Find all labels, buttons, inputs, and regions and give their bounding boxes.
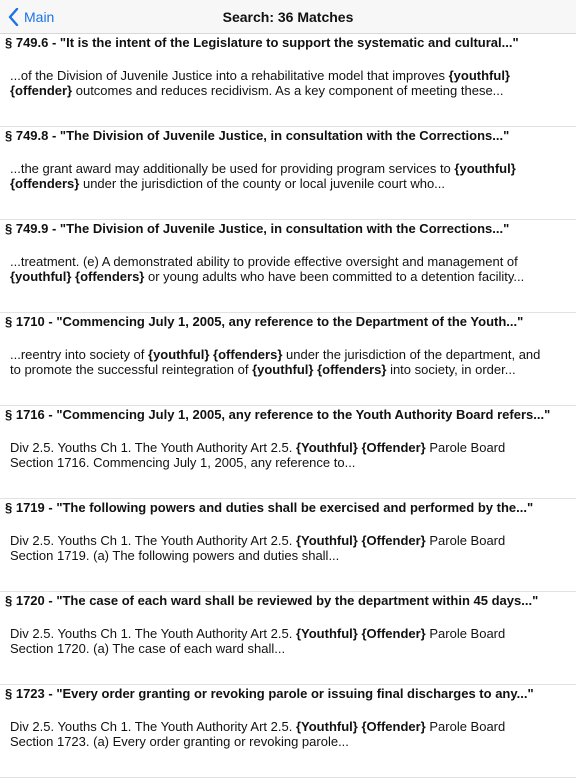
result-section-title: § 1723 - "Every order granting or revoking parole or issuing final discharges to any..." [5,686,534,701]
result-section-title: § 1719 - "The following powers and duties shall be exercised and performed by the..." [5,500,534,515]
result-section-title: § 1720 - "The case of each ward shall be reviewed by the department within 45 days..." [5,593,539,608]
match-highlight: {offender} [10,83,73,98]
match-highlight: {offenders} [10,176,80,191]
match-highlight: {Youthful} [295,719,358,734]
result-section-title: § 1710 - "Commencing July 1, 2005, any reference to the Department of the Youth..." [5,314,524,329]
snippet-text: into society, in order... [386,362,516,377]
snippet-text: Div 2.5. Youths Ch 1. The Youth Authority Art 2.5. [10,719,296,734]
match-highlight: {youthful} [454,161,516,176]
navigation-bar [0,0,576,34]
match-highlight: {youthful} [448,68,510,83]
search-result-item[interactable] [0,220,576,313]
search-result-item[interactable] [0,313,576,406]
match-highlight: {Youthful} [295,626,358,641]
result-snippet [0,153,576,219]
snippet-text: or young adults who have been committed to a detention facility... [144,269,525,284]
result-section-title: § 749.8 - "The Division of Juvenile Justice, in consultation with the Corrections..." [5,128,510,143]
search-result-item[interactable] [0,685,576,778]
snippet-text: under the jurisdiction of the department, and to promote the successful reintegration of [10,347,541,377]
back-button-label: Main [24,8,55,25]
search-result-item[interactable] [0,499,576,592]
snippet-text: Parole Board Section 1723. (a) Every order granting or revoking parole... [10,719,506,749]
match-highlight: {Offender} [361,719,426,734]
result-snippet [0,246,576,312]
result-snippet [0,339,576,405]
match-highlight: {youthful} [148,347,210,362]
result-snippet [0,525,576,591]
search-result-item[interactable] [0,592,576,685]
search-results-list [0,34,576,778]
back-button[interactable] [8,0,54,33]
match-highlight: {Offender} [361,440,426,455]
result-snippet [0,618,576,684]
snippet-text: Div 2.5. Youths Ch 1. The Youth Authority Art 2.5. [10,533,296,548]
snippet-text: Div 2.5. Youths Ch 1. The Youth Authority Art 2.5. [10,440,296,455]
match-highlight: {offenders} [75,269,145,284]
snippet-text: ...treatment. (e) A demonstrated ability to provide effective oversight and management of [10,254,518,269]
chevron-left-icon [8,8,19,26]
match-highlight: {offenders} [317,362,387,377]
match-highlight: {Offender} [361,626,426,641]
search-result-item[interactable] [0,34,576,127]
match-highlight: {Youthful} [295,533,358,548]
snippet-text: Parole Board Section 1720. (a) The case of each ward shall... [10,626,506,656]
result-section-title: § 749.6 - "It is the intent of the Legislature to support the systematic and cultural..." [5,35,519,50]
result-snippet [0,432,576,498]
search-result-item[interactable] [0,406,576,499]
snippet-text: ...reentry into society of [10,347,149,362]
result-section-title: § 749.9 - "The Division of Juvenile Justice, in consultation with the Corrections..." [5,221,510,236]
match-highlight: {offenders} [213,347,283,362]
snippet-text: ...the grant award may additionally be used for providing program services to [10,161,455,176]
page-title: Search: 36 Matches [222,8,354,25]
search-result-item[interactable] [0,127,576,220]
match-highlight: {Youthful} [295,440,358,455]
snippet-text: Div 2.5. Youths Ch 1. The Youth Authority Art 2.5. [10,626,296,641]
snippet-text: ...of the Division of Juvenile Justice into a rehabilitative model that improves [10,68,449,83]
snippet-text: under the jurisdiction of the county or local juvenile court who... [79,176,446,191]
snippet-text: Parole Board Section 1719. (a) The following powers and duties shall... [10,533,506,563]
result-snippet [0,60,576,126]
snippet-text: Parole Board Section 1716. Commencing July 1, 2005, any reference to... [10,440,506,470]
match-highlight: {youthful} [252,362,314,377]
match-highlight: {youthful} [10,269,72,284]
result-section-title: § 1716 - "Commencing July 1, 2005, any reference to the Youth Authority Board refers..." [5,407,551,422]
snippet-text: outcomes and reduces recidivism. As a key component of meeting these... [72,83,504,98]
match-highlight: {Offender} [361,533,426,548]
result-snippet [0,711,576,777]
